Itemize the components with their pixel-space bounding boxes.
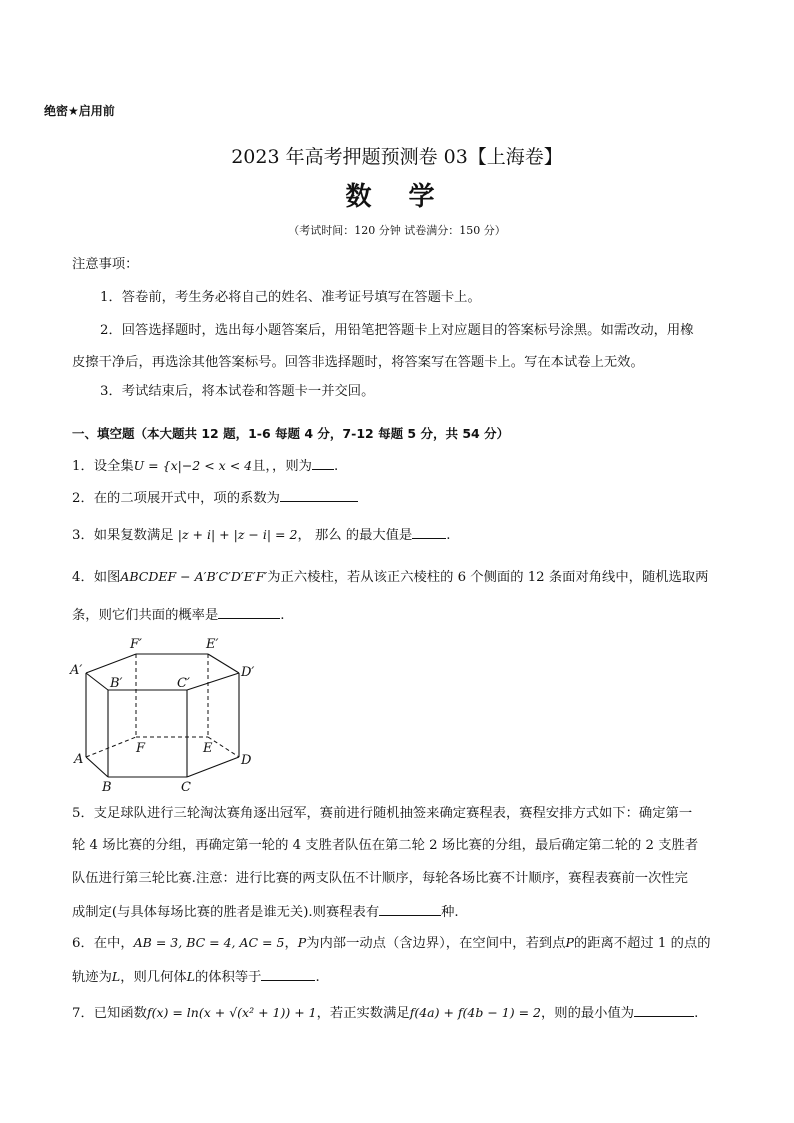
- question-1: [72, 457, 338, 475]
- label-C1: C′: [177, 676, 190, 691]
- label-C: C: [181, 780, 191, 794]
- q6-text-4: 的体积等于: [195, 970, 262, 985]
- q6-point-p: P: [297, 935, 307, 950]
- label-D1: D′: [241, 665, 255, 680]
- edge-CD: [187, 757, 239, 777]
- q2-answer-blank[interactable]: [280, 489, 358, 502]
- q3-math: |z + i| + |z − i| = 2: [177, 527, 298, 542]
- question-7: [72, 1004, 698, 1022]
- hidden-edge-ED: [208, 737, 239, 757]
- q6-answer-blank[interactable]: [261, 968, 315, 981]
- note-item-2b: 皮擦干净后，再选涂其他答案标号。回答非选择题时，将答案写在答题卡上。写在本试卷上无效。: [72, 355, 644, 370]
- label-E1: E′: [206, 637, 219, 652]
- q6-prefix: 6．在中，: [72, 936, 134, 951]
- q7-text-2: ，则的最小值为: [540, 1006, 635, 1021]
- hidden-edge-AF: [86, 737, 136, 757]
- label-B1: B′: [110, 676, 123, 691]
- question-4-line-1: [72, 569, 708, 586]
- question-5-line-2: 轮 4 场比赛的分组，再确定第一轮的 4 支胜者队伍在第二轮 2 场比赛的分组，最后确定第二轮的 2 支胜者: [72, 838, 699, 853]
- q1-math: U = {x|−2 < x < 4: [133, 458, 253, 473]
- edge-D1C1: [187, 673, 239, 690]
- q3-answer-blank[interactable]: [412, 526, 446, 539]
- q3-prefix: 3．如果复数满足: [72, 528, 174, 543]
- q6-text-tail: 的距离不超过 1 的点的: [573, 936, 711, 951]
- note-item-3: 3．考试结束后，将本试卷和答题卡一并交回。: [100, 384, 375, 399]
- q7-condition: f(4a) + f(4b − 1) = 2: [409, 1005, 541, 1020]
- edge-AB: [86, 757, 108, 777]
- q6-text-2: 轨迹为: [72, 970, 112, 985]
- label-B: B: [102, 780, 112, 794]
- q2-text: 2．在的二项展开式中，项的系数为: [72, 491, 280, 506]
- q4-prefix: 4．如图: [72, 570, 121, 585]
- q3-end: .: [446, 528, 451, 543]
- exam-info: （考试时间：120 分钟 试卷满分：150 分）: [288, 224, 506, 237]
- q4-text: 为正六棱柱，若从该正六棱柱的 6 个侧面的 12 条面对角线中，随机选取两: [267, 570, 709, 585]
- q7-end: .: [694, 1006, 699, 1021]
- q4-math: ABCDEF − A′B′C′D′E′F′: [120, 569, 268, 584]
- hexagonal-prism-figure: [66, 632, 266, 794]
- q5-text: 成制定(与具体每场比赛的胜者是谁无关).则赛程表有: [72, 905, 380, 920]
- q6-point-p-2: P: [565, 935, 574, 950]
- q7-text: ，若正实数满足: [316, 1006, 410, 1021]
- q5-answer-blank[interactable]: [379, 903, 441, 916]
- exam-title: 2023 年高考押题预测卷 03【上海卷】: [231, 146, 563, 168]
- q4-text-2: 条，则它们共面的概率是: [72, 608, 219, 623]
- question-5-line-4: [72, 903, 459, 921]
- note-item-1: 1．答卷前，考生务必将自己的姓名、准考证号填写在答题卡上。: [100, 290, 481, 305]
- label-E: E: [203, 741, 213, 756]
- q1-prefix: 1．设全集: [72, 459, 134, 474]
- q6-text: 为内部一动点（含边界），在空间中，若到点: [306, 936, 566, 951]
- edge-A1F1: [86, 654, 136, 673]
- question-4-line-2: [72, 606, 285, 624]
- label-D: D: [241, 753, 252, 768]
- edge-B1A1: [86, 673, 108, 690]
- question-2: [72, 489, 358, 507]
- q7-answer-blank[interactable]: [634, 1004, 694, 1017]
- q7-function: f(x) = ln(x + √(x² + 1)) + 1: [146, 1005, 317, 1020]
- q6-solid-l: L: [111, 969, 121, 984]
- question-6-line-2: [72, 968, 320, 986]
- subject-title: 数 学: [345, 182, 449, 212]
- q7-prefix: 7．已知函数: [72, 1006, 147, 1021]
- q6-comma: ，: [284, 936, 298, 951]
- question-6-line-1: [72, 935, 711, 952]
- label-A1: A′: [70, 663, 83, 678]
- label-F: F: [136, 741, 146, 756]
- question-5-line-3: 队伍进行第三轮比赛.注意：进行比赛的两支队伍不计顺序，每轮各场比赛不计顺序，赛程表赛前一次性完: [72, 871, 688, 886]
- q3-text: ， 那么 的最大值是: [297, 528, 413, 543]
- section-heading: 一、填空题（本大题共 12 题，1-6 每题 4 分，7-12 每题 5 分，共 54 分）: [72, 426, 510, 441]
- q4-answer-blank[interactable]: [218, 606, 280, 619]
- edge-E1D1: [208, 654, 239, 673]
- q4-end: .: [280, 608, 285, 623]
- confidential-label: 绝密★启用前: [44, 104, 115, 118]
- q1-text: 且，，则为: [252, 459, 312, 474]
- q6-text-3: ，则几何体: [120, 970, 187, 985]
- q6-math: AB = 3, BC = 4, AC = 5: [133, 935, 285, 950]
- note-item-2a: 2．回答选择题时，选出每小题答案后，用铅笔把答题卡上对应题目的答案标号涂黑。如需改动，用橡: [100, 323, 694, 338]
- label-A: A: [74, 752, 84, 767]
- q6-end: .: [315, 970, 320, 985]
- notes-heading: 注意事项：: [72, 257, 139, 272]
- label-F1: F′: [130, 637, 142, 652]
- q1-answer-blank[interactable]: [312, 457, 334, 470]
- q1-end: .: [333, 459, 339, 474]
- q5-end: 种.: [441, 905, 459, 920]
- q6-solid-l-2: L: [186, 969, 195, 984]
- question-5-line-1: 5．支足球队进行三轮淘汰赛角逐出冠军，赛前进行随机抽签来确定赛程表，赛程安排方式如下：确定第一: [72, 806, 693, 821]
- question-3: [72, 526, 451, 544]
